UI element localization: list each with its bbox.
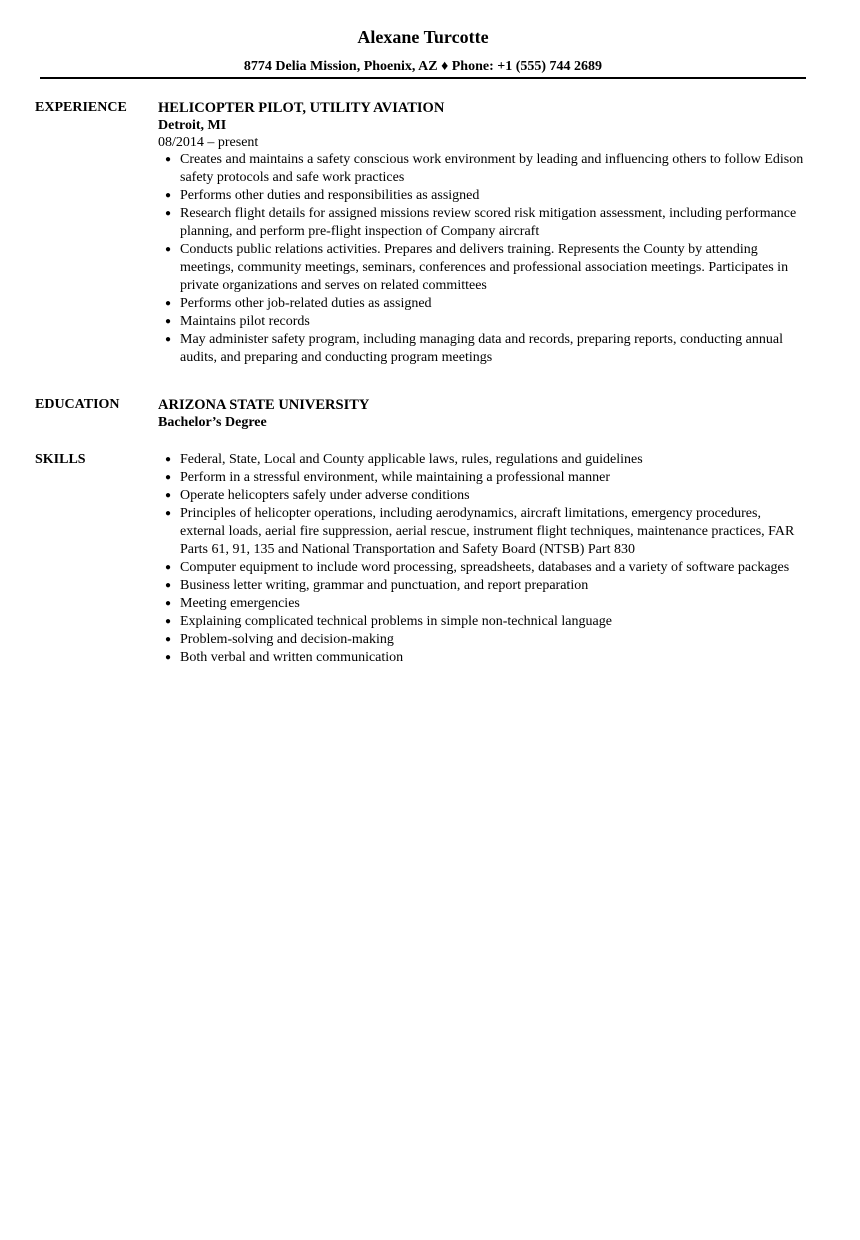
bullet-icon: ●	[165, 616, 172, 627]
list-item-text: Business letter writing, grammar and punctuation, and report preparation	[180, 578, 589, 593]
list-item	[158, 331, 808, 367]
bullet-icon: ●	[165, 472, 172, 483]
list-item-text: Perform in a stressful environment, while maintaining a professional manner	[180, 470, 611, 485]
list-item-text: Research flight details for assigned missions review scored risk mitigation assessment, including performance planning, and perform pre-flight inspection of Company aircraft	[180, 206, 797, 239]
list-item	[158, 487, 808, 505]
bullet-icon: ●	[165, 490, 172, 501]
list-item-text: May administer safety program, including managing data and records, preparing reports, conducting annual audits, and preparing and conducting program meetings	[180, 332, 783, 365]
bullet-icon: ●	[165, 598, 172, 609]
list-item	[158, 613, 808, 631]
list-item-text: Operate helicopters safely under adverse conditions	[180, 488, 470, 503]
school-name: ARIZONA STATE UNIVERSITY	[158, 397, 370, 413]
list-item	[158, 595, 808, 613]
bullet-icon: ●	[165, 208, 172, 219]
job-dates: 08/2014 – present	[158, 135, 259, 150]
list-item	[158, 469, 808, 487]
list-item-text: Performs other job-related duties as assigned	[180, 296, 432, 311]
bullet-icon: ●	[165, 154, 172, 165]
skills-body	[158, 451, 808, 667]
list-item	[158, 505, 808, 559]
experience-heading: EXPERIENCE	[35, 100, 127, 115]
list-item	[158, 205, 808, 241]
education-heading: EDUCATION	[35, 397, 120, 412]
bullet-icon: ●	[165, 190, 172, 201]
list-item-text: Principles of helicopter operations, including aerodynamics, aircraft limitations, emergency procedures, external loads, aerial fire suppression, aerial rescue, instrument flight techniques, maintenance practices, FAR Parts 61, 91, 135 and National Transportation and Safety Board (NTSB) Part 830	[180, 506, 795, 557]
bullet-icon: ●	[165, 508, 172, 519]
list-item	[158, 631, 808, 649]
candidate-name: Alexane Turcotte	[357, 27, 489, 47]
list-item-text: Creates and maintains a safety conscious work environment by leading and influencing others to follow Edison safety protocols and safe work practices	[180, 152, 804, 185]
list-item-text: Performs other duties and responsibilities as assigned	[180, 188, 480, 203]
skills-bullet-list	[158, 451, 808, 667]
experience-bullet-list	[158, 151, 808, 367]
list-item-text: Federal, State, Local and County applicable laws, rules, regulations and guidelines	[180, 452, 643, 467]
bullet-icon: ●	[165, 580, 172, 591]
list-item-text: Problem-solving and decision-making	[180, 632, 394, 647]
bullet-icon: ●	[165, 298, 172, 309]
list-item	[158, 649, 808, 667]
bullet-icon: ●	[165, 334, 172, 345]
bullet-icon: ●	[165, 652, 172, 663]
bullet-icon: ●	[165, 244, 172, 255]
list-item	[158, 295, 808, 313]
job-title: HELICOPTER PILOT, UTILITY AVIATION	[158, 100, 445, 116]
list-item-text: Both verbal and written communication	[180, 650, 404, 665]
degree: Bachelor’s Degree	[158, 415, 267, 430]
list-item	[158, 451, 808, 469]
list-item-text: Explaining complicated technical problems in simple non-technical language	[180, 614, 612, 629]
list-item-text: Meeting emergencies	[180, 596, 300, 611]
list-item	[158, 313, 808, 331]
bullet-icon: ●	[165, 562, 172, 573]
contact-line: 8774 Delia Mission, Phoenix, AZ ♦ Phone: +1 (555) 744 2689	[243, 59, 603, 74]
header-divider	[40, 77, 806, 79]
list-item	[158, 577, 808, 595]
list-item-text: Computer equipment to include word processing, spreadsheets, databases and a variety of software packages	[180, 560, 790, 575]
bullet-icon: ●	[165, 634, 172, 645]
list-item	[158, 151, 808, 187]
list-item	[158, 241, 808, 295]
list-item-text: Maintains pilot records	[180, 314, 310, 329]
skills-heading: SKILLS	[35, 452, 86, 467]
education-body	[158, 396, 808, 432]
list-item-text: Conducts public relations activities. Prepares and delivers training. Represents the County by attending meetings, community meetings, seminars, conferences and professional association meetings. Participates in private organizations and serves on related committees	[180, 242, 789, 293]
bullet-icon: ●	[165, 454, 172, 465]
list-item	[158, 187, 808, 205]
list-item	[158, 559, 808, 577]
job-location: Detroit, MI	[158, 118, 227, 133]
experience-body	[158, 99, 808, 367]
bullet-icon: ●	[165, 316, 172, 327]
